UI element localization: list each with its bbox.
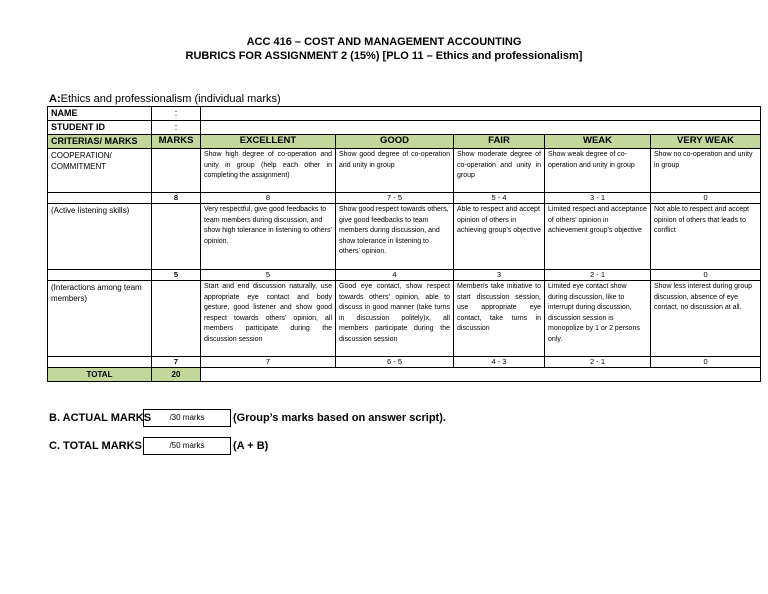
criterion-row (48, 204, 761, 270)
score-good: 6 - 5 (336, 357, 454, 368)
score-good: 4 (336, 270, 454, 281)
score-row (48, 357, 761, 368)
rubric-table (47, 106, 761, 382)
actual-marks-label: B. ACTUAL MARKS (49, 412, 152, 424)
descriptor-fair: Show moderate degree of co-operation and unity in group (454, 149, 545, 193)
descriptor-good: Show good respect towards others, give good feedbacks to team members during discussion, and show tolerance in listening to others' opinion. (336, 204, 454, 270)
descriptor-very-weak: Show less interest during group discussion, absence of eye contact, no discussion at all. (651, 281, 761, 357)
student-id-row (48, 121, 761, 135)
total-label: TOTAL (48, 368, 152, 382)
header-fair: FAIR (454, 135, 545, 149)
criterion-row (48, 149, 761, 193)
total-marks-box[interactable]: /50 marks (143, 437, 231, 455)
total-value: 20 (152, 368, 201, 382)
criterion-marks-blank (152, 149, 201, 193)
document-subtitle: RUBRICS FOR ASSIGNMENT 2 (15%) [PLO 11 – Ethics and professionalism] (185, 50, 583, 62)
score-excellent: 8 (201, 193, 336, 204)
score-weak: 3 - 1 (545, 193, 651, 204)
descriptor-very-weak: Not able to respect and accept opinion of others that leads to conflict (651, 204, 761, 270)
descriptor-good: Good eye contact, show respect towards others' opinion, able to discuss in good manner (take turns in discussion politely)x, all members participate during the discussion session (336, 281, 454, 357)
score-fair: 5 - 4 (454, 193, 545, 204)
section-a-label: A: (49, 93, 61, 105)
actual-marks-box[interactable]: /30 marks (143, 409, 231, 427)
name-label: NAME (48, 107, 152, 121)
total-blank (201, 368, 761, 382)
descriptor-excellent: Start and end discussion naturally, use appropriate eye contact and body gesture, good listener and show good respect towards others' opinion, all members participate during the discussion session (201, 281, 336, 357)
student-id-field[interactable] (201, 121, 761, 135)
descriptor-good: Show good degree of co-operation and unity in group (336, 149, 454, 193)
student-id-label: STUDENT ID (48, 121, 152, 135)
score-excellent: 7 (201, 357, 336, 368)
score-weak: 2 - 1 (545, 270, 651, 281)
actual-marks-note: (Group’s marks based on answer script). (233, 412, 446, 424)
score-fair: 4 - 3 (454, 357, 545, 368)
score-weak: 2 - 1 (545, 357, 651, 368)
criterion-marks-blank (152, 281, 201, 357)
score-very-weak: 0 (651, 270, 761, 281)
score-blank (48, 270, 152, 281)
name-colon: : (152, 107, 201, 121)
descriptor-weak: Limited eye contact show during discussion, like to interrupt during discussion, discussion session is monopolize by 1 or 2 persons only. (545, 281, 651, 357)
section-a-heading (49, 93, 281, 105)
total-marks-label: C. TOTAL MARKS (49, 440, 142, 452)
criterion-marks: 8 (152, 193, 201, 204)
descriptor-excellent: Show high degree of co-operation and unity in group (help each other in completing the assignment) (201, 149, 336, 193)
descriptor-weak: Show weak degree of co-operation and unity in group (545, 149, 651, 193)
score-blank (48, 193, 152, 204)
criterion-marks: 7 (152, 357, 201, 368)
student-id-colon: : (152, 121, 201, 135)
descriptor-excellent: Very respectful, give good feedbacks to team members during discussion, and show high tolerance in listening to others' opinion. (201, 204, 336, 270)
score-good: 7 - 5 (336, 193, 454, 204)
score-excellent: 5 (201, 270, 336, 281)
document-title: ACC 416 – COST AND MANAGEMENT ACCOUNTING (246, 36, 522, 48)
header-good: GOOD (336, 135, 454, 149)
header-marks: MARKS (152, 135, 201, 149)
descriptor-very-weak: Show no co-operation and unity in group (651, 149, 761, 193)
header-excellent: EXCELLENT (201, 135, 336, 149)
name-field[interactable] (201, 107, 761, 121)
criterion-name: COOPERATION/ COMMITMENT (48, 149, 152, 193)
header-weak: WEAK (545, 135, 651, 149)
criterion-name: (Active listening skills) (48, 204, 152, 270)
descriptor-fair: Able to respect and accept opinion of others in achieving group's objective (454, 204, 545, 270)
header-row (48, 135, 761, 149)
criterion-row (48, 281, 761, 357)
total-marks-note: (A + B) (233, 440, 269, 452)
score-row (48, 193, 761, 204)
header-criterias: CRITERIAS/ MARKS (48, 135, 152, 149)
descriptor-weak: Limited respect and acceptance of others' opinion in achievement group's objective (545, 204, 651, 270)
section-a-text: Ethics and professionalism (individual marks) (60, 93, 281, 105)
score-very-weak: 0 (651, 193, 761, 204)
name-row (48, 107, 761, 121)
score-very-weak: 0 (651, 357, 761, 368)
descriptor-fair: Member/s take initiative to start discussion session, use appropriate eye contact, take turns in discussion (454, 281, 545, 357)
score-fair: 3 (454, 270, 545, 281)
score-row (48, 270, 761, 281)
score-blank (48, 357, 152, 368)
criterion-marks: 5 (152, 270, 201, 281)
criterion-marks-blank (152, 204, 201, 270)
total-row (48, 368, 761, 382)
criterion-name: (Interactions among team members) (48, 281, 152, 357)
header-very-weak: VERY WEAK (651, 135, 761, 149)
